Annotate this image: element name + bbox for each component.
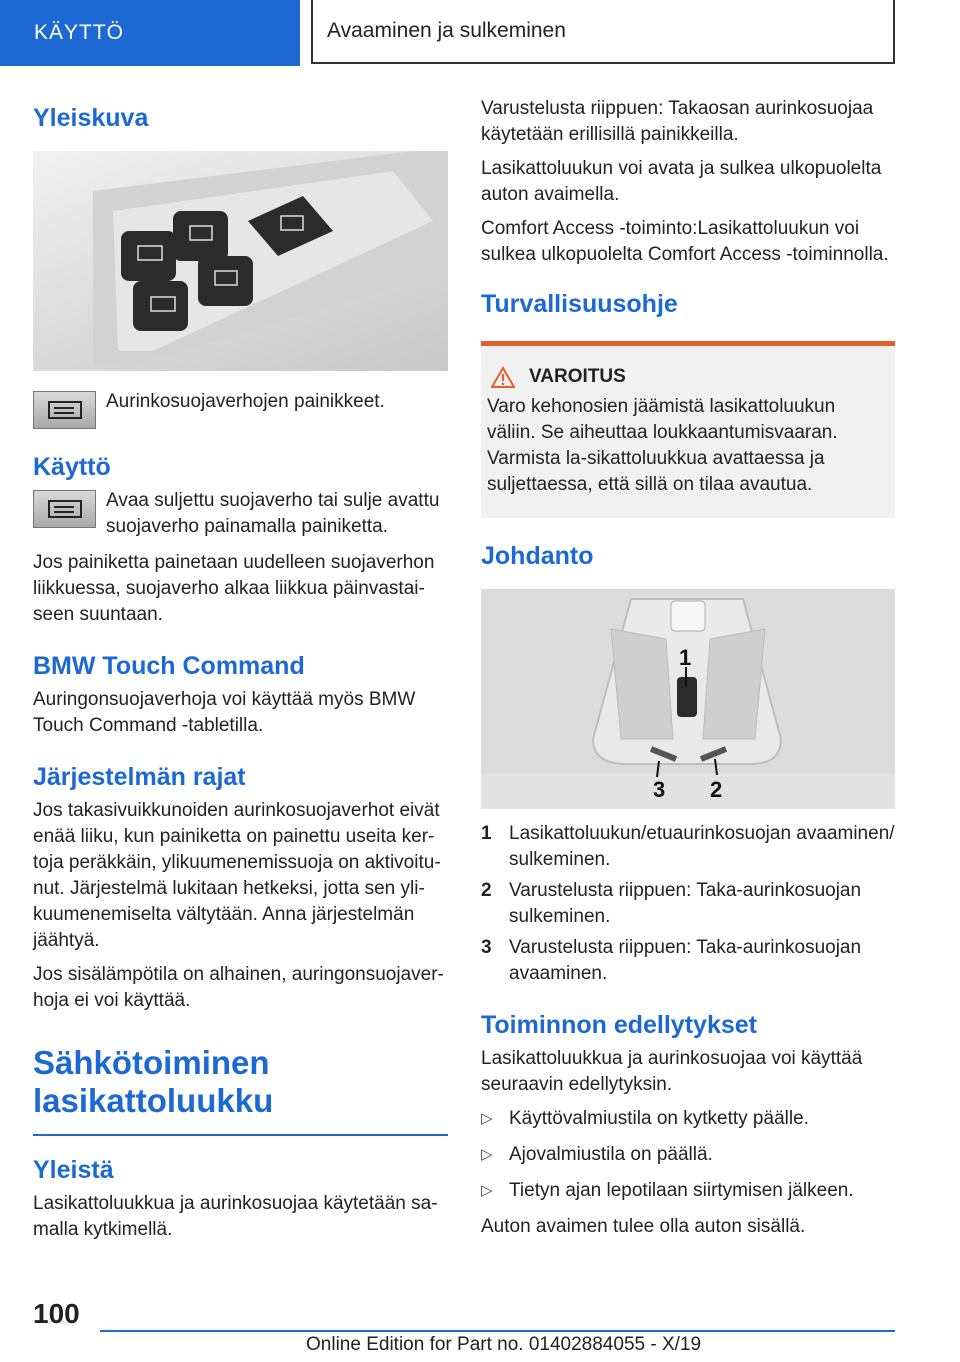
- bullet-text: Tietyn ajan lepotilaan siirtymisen jälkeen.: [509, 1180, 854, 1201]
- heading-line-1: Sähkötoiminen: [33, 1044, 270, 1081]
- intro-paragraph-3: Comfort Access -toiminto:Lasikattoluukun voi sulkea ulkopuolelta Comfort Access -toiminnolla.: [481, 218, 889, 265]
- heading-touch-command: BMW Touch Command: [33, 652, 305, 680]
- intro-paragraph-2: Lasikattoluukun voi avata ja sulkea ulkopuolelta auton avaimella.: [481, 158, 882, 205]
- triangle-bullet-icon: ▷: [481, 1182, 493, 1199]
- item-number: 3: [481, 937, 492, 958]
- rajat-text-2: Jos sisälämpötila on alhainen, auringonsuojaver-hoja ei voi käyttää.: [33, 964, 444, 1011]
- item-text: Lasikattoluukun/etuaurinkosuojan avaaminen/ sulkeminen.: [509, 823, 895, 870]
- right-column: [481, 96, 895, 1248]
- touch-command-text: Auringonsuojaverhoja voi käyttää myös BMW Touch Command -tabletilla.: [33, 689, 416, 736]
- edellytykset-footer-text: Auton avaimen tulee olla auton sisällä.: [481, 1216, 806, 1237]
- left-column: [33, 96, 448, 1251]
- list-item: [481, 821, 895, 873]
- edellytykset-text: Lasikattoluukkua ja aurinkosuojaa voi käyttää seuraavin edellytyksin.: [481, 1048, 863, 1095]
- warning-triangle-icon: [491, 366, 515, 388]
- bullet-text: Käyttövalmiustila on kytketty päälle.: [509, 1108, 809, 1129]
- warning-header: [487, 366, 887, 388]
- bullet-item: [481, 1142, 895, 1168]
- icon-caption-yleiskuva: [33, 389, 448, 429]
- heading-sahkotoiminen-lasikattoluukku: [33, 1044, 448, 1120]
- item-number: 2: [481, 880, 492, 901]
- list-item: [481, 878, 895, 930]
- numbered-list: [481, 821, 895, 987]
- bullet-item: [481, 1178, 895, 1204]
- icon-caption-kaytto: [33, 488, 448, 540]
- section-divider: [33, 1134, 448, 1136]
- caption-text: Aurinkosuojaverhojen painikkeet.: [106, 391, 385, 412]
- item-text: Varustelusta riippuen: Taka-aurinkosuojan avaaminen.: [509, 937, 862, 984]
- triangle-bullet-icon: ▷: [481, 1146, 493, 1163]
- callout-1: 1: [679, 645, 692, 670]
- heading-yleista: Yleistä: [33, 1156, 114, 1184]
- roof-console-illustration: [481, 589, 895, 809]
- heading-toiminnon-edellytykset: Toiminnon edellytykset: [481, 1011, 757, 1039]
- list-item: [481, 935, 895, 987]
- heading-turvallisuusohje: Turvallisuusohje: [481, 290, 678, 318]
- warning-text: Varo kehonosien jäämistä lasikattoluukun väliin. Se aiheuttaa loukkaantumisvaaran. Varmista la-sikattoluukkua avattaessa ja suljettaessa, että sillä on tilaa avautua.: [487, 396, 838, 495]
- door-switch-illustration: [33, 151, 448, 371]
- item-number: 1: [481, 823, 492, 844]
- heading-line-2: lasikattoluukku: [33, 1082, 274, 1119]
- page-number: 100: [33, 1298, 80, 1329]
- sunblind-button-icon: [33, 490, 96, 528]
- sunblind-button-icon: [33, 391, 96, 429]
- intro-paragraph-1: Varustelusta riippuen: Takaosan aurinkosuojaa käytetään erillisillä painikkeilla.: [481, 98, 874, 145]
- triangle-bullet-icon: ▷: [481, 1110, 493, 1127]
- roof-console-photo: [481, 589, 895, 809]
- yleista-text: Lasikattoluukkua ja aurinkosuojaa käytetään sa-malla kytkimellä.: [33, 1193, 438, 1240]
- footer-divider: [100, 1330, 895, 1332]
- rajat-text-1: Jos takasivuikkunoiden aurinkosuojaverhot eivät enää liiku, kun painiketta on painettu useita ker-toja peräkkäin, ylikuumenemissuoja on aktivoitu-nut. Järjestelmä lukitaan hetkeksi, jotta sen yli-kuumenemiselta vältytään. Anna järjestelmän jäähtyä.: [33, 800, 441, 951]
- heading-yleiskuva: Yleiskuva: [33, 104, 149, 132]
- heading-jarjestelman-rajat: Järjestelmän rajat: [33, 763, 246, 791]
- warning-box: [481, 341, 895, 518]
- door-switch-photo: [33, 151, 448, 371]
- chapter-title: Avaaminen ja sulkeminen: [311, 0, 895, 64]
- callout-2: 2: [710, 777, 723, 802]
- kaytto-instruction: Avaa suljettu suojaverho tai sulje avattu suojaverho painamalla painiketta.: [106, 490, 440, 537]
- heading-johdanto: Johdanto: [481, 542, 594, 570]
- bullet-text: Ajovalmiustila on päällä.: [509, 1144, 713, 1165]
- item-text: Varustelusta riippuen: Taka-aurinkosuojan sulkeminen.: [509, 880, 862, 927]
- callout-3: 3: [653, 777, 666, 802]
- edition-footer: Online Edition for Part no. 01402884055 - X/19: [306, 1334, 702, 1355]
- section-tab: KÄYTTÖ: [0, 0, 300, 66]
- heading-kaytto: Käyttö: [33, 453, 111, 481]
- kaytto-text: Jos painiketta painetaan uudelleen suojaverhon liikkuessa, suojaverho alkaa liikkua päinvastai-seen suuntaan.: [33, 552, 435, 625]
- page-header: [0, 0, 960, 66]
- warning-title: VAROITUS: [529, 366, 626, 387]
- bullet-item: [481, 1106, 895, 1132]
